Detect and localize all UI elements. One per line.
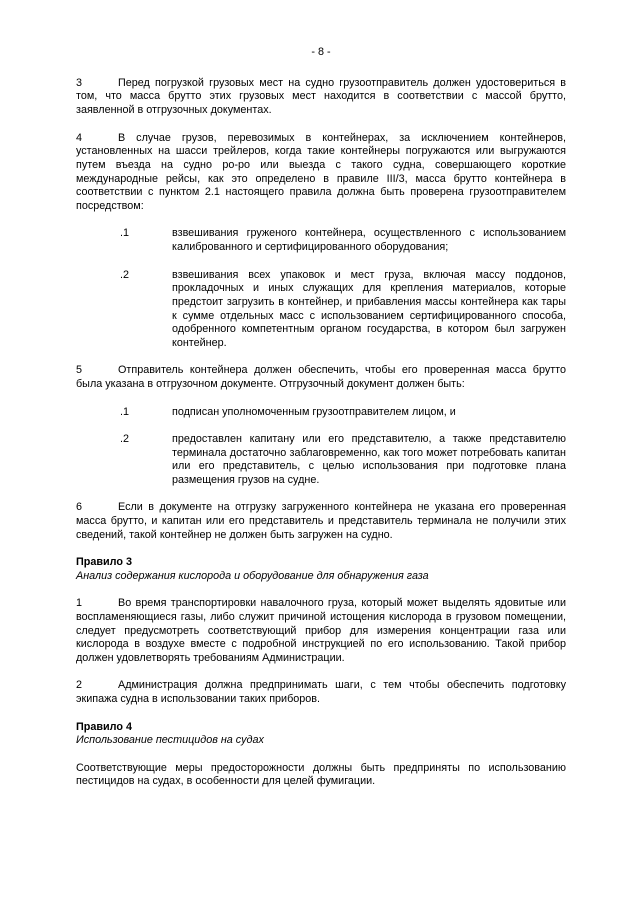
- list-item-number: .1: [120, 405, 130, 418]
- list-item-text: взвешивания всех упаковок и мест груза, включая массу поддонов, прокладочных и иных служащих для крепления материалов, которые предстоит загрузить в контейнер, и прибавления массы контейнера как тары к сумме отдельных масс с использованием сертифицированного способа, одобренного компетентным органом государства, в котором был загружен контейнер.: [172, 268, 566, 350]
- paragraph-4: [76, 132, 566, 214]
- list-item-number: .1: [120, 227, 130, 240]
- paragraph-3: [76, 77, 566, 118]
- paragraph-text: Администрация должна предпринимать шаги, с тем чтобы обеспечить подготовку экипажа судна в использовании таких приборов.: [76, 679, 566, 706]
- list-item: [76, 406, 566, 420]
- rule-4-title: Правило 4: [76, 720, 132, 733]
- paragraph-number: 2: [76, 679, 83, 692]
- list-item-number: .2: [120, 268, 130, 281]
- paragraph-number: 4: [76, 131, 83, 144]
- paragraph-6: [76, 501, 566, 542]
- list-item: [76, 433, 566, 488]
- paragraph-text: Перед погрузкой грузовых мест на судно грузоотправитель должен удостовериться в том, что масса брутто этих грузовых мест находится в соответствии с массой брутто, заявленной в отгрузочных документах.: [76, 76, 566, 117]
- paragraph-number: 1: [76, 597, 83, 610]
- paragraph-text: В случае грузов, перевозимых в контейнерах, за исключением контейнеров, установленных на шасси трейлеров, когда такие контейнеры погружаются или выгружаются путем въезда на судно ро-ро или выезда с такого судна, совершающего короткие международные рейсы, как это определено в правиле III/3, масса брутто контейнера в соответствии с пунктом 2.1 настоящего правила должна быть проверена грузоотправителем посредством:: [76, 131, 566, 213]
- paragraph-number: 5: [76, 364, 83, 377]
- paragraph-text: Отправитель контейнера должен обеспечить, чтобы его проверенная масса брутто была указана в отгрузочном документе. Отгрузочный документ должен быть:: [76, 364, 566, 391]
- rule-3-paragraph-2: [76, 679, 566, 706]
- list-item: [76, 269, 566, 351]
- rule-3-paragraph-1: [76, 597, 566, 666]
- page-number: - 8 -: [311, 46, 331, 58]
- rule-3-title: Правило 3: [76, 556, 132, 569]
- paragraph-text: Если в документе на отгрузку загруженного контейнера не указана его проверенная масса брутто, и капитан или его представитель и представитель терминала не получили этих сведений, такой контейнер не должен быть загружен на судно.: [76, 501, 566, 541]
- paragraph-number: 6: [76, 501, 83, 514]
- list-item-text: предоставлен капитану или его представителю, а также представителю терминала достаточно заблаговременно, как того может потребовать капитан или его представитель, с целью использования при подготовке плана размещения грузов на судне.: [172, 432, 566, 486]
- paragraph-5: [76, 364, 566, 391]
- list-item: [76, 227, 566, 254]
- paragraph-number: 3: [76, 76, 83, 89]
- list-item-text: взвешивания груженого контейнера, осуществленного с использованием калиброванного и сертифицированного оборудования;: [172, 227, 566, 254]
- rule-3-subtitle: Анализ содержания кислорода и оборудование для обнаружения газа: [76, 569, 429, 582]
- rule-4-paragraph: Соответствующие меры предосторожности должны быть предприняты по использованию пестицидов на судах, в особенности для целей фумигации.: [76, 761, 566, 788]
- document-page: [76, 46, 566, 803]
- list-item-number: .2: [120, 432, 130, 445]
- paragraph-text: Во время транспортировки навалочного груза, который может выделять ядовитые или воспламеняющиеся газы, либо служит причиной истощения кислорода в грузовом помещении, следует предусмотреть соответствующий прибор для измерения концентрации газа или кислорода в воздухе вместе с подробной инструкцией по его использованию. Такой прибор должен удовлетворять требованиям Администрации.: [76, 597, 566, 665]
- list-item-text: подписан уполномоченным грузоотправителем лицом, и: [172, 405, 456, 418]
- rule-4-subtitle: Использование пестицидов на судах: [76, 734, 264, 747]
